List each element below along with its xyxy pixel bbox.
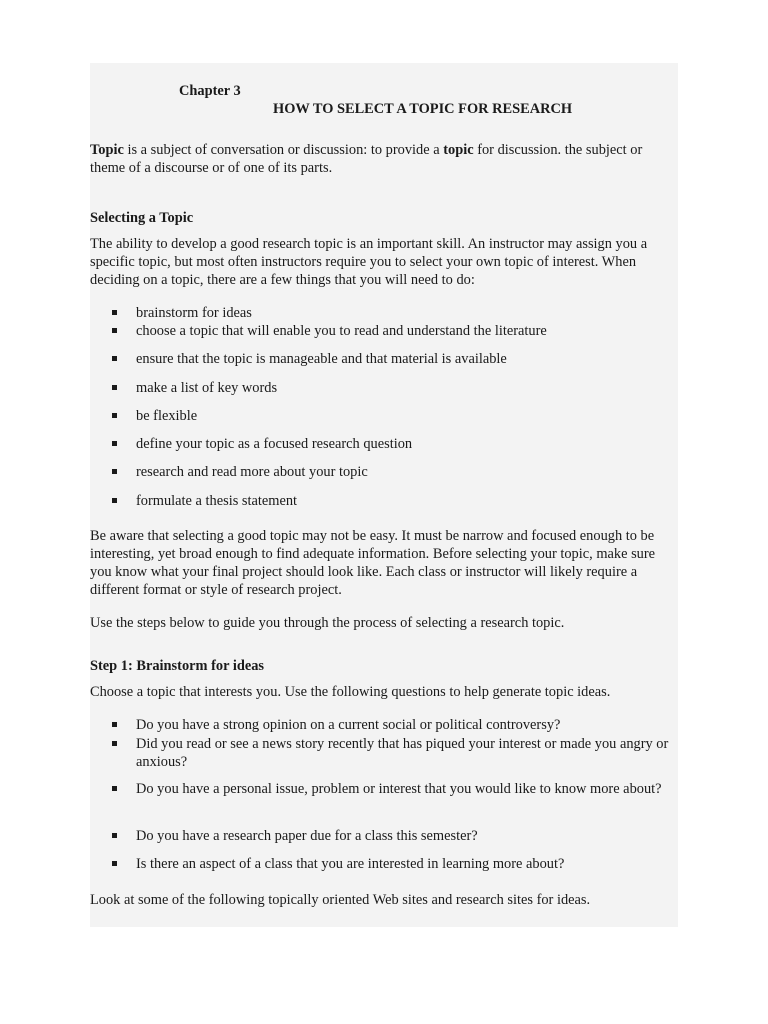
bullet-icon [112, 413, 117, 418]
definition-text-1: is a subject of conversation or discussion: to provide a [123, 142, 444, 158]
list-item-text: Is there an aspect of a class that you are interested in learning more about? [136, 856, 565, 872]
list-item-text: ensure that the topic is manageable and that material is available [136, 351, 507, 367]
list-item-text: formulate a thesis statement [136, 493, 298, 509]
list-item-text: choose a topic that will enable you to read and understand the literature [136, 323, 547, 339]
bullet-icon [112, 786, 117, 791]
list-item-text: brainstorm for ideas [136, 305, 252, 321]
step1-heading: Step 1: Brainstorm for ideas [90, 658, 265, 674]
look-paragraph: Look at some of the following topically oriented Web sites and research sites for ideas. [90, 892, 591, 908]
list-item-text: Do you have a research paper due for a class this semester? [136, 828, 478, 844]
definition-term: Topic [90, 142, 124, 158]
bullet-icon [112, 861, 117, 866]
bullet-icon [112, 741, 117, 746]
bullet-icon [112, 722, 117, 727]
step1-intro-paragraph: Choose a topic that interests you. Use the following questions to help generate topic ideas. [90, 684, 611, 700]
bullet-icon [112, 833, 117, 838]
bullet-icon [112, 498, 117, 503]
definition-term-2: topic [443, 142, 474, 158]
chapter-heading [90, 64, 573, 118]
list-item-text: research and read more about your topic [136, 464, 368, 480]
list-item-text: make a list of key words [136, 380, 278, 396]
list-item-text: Did you read or see a news story recently that has piqued your interest or made you angry or anxious? [136, 736, 669, 770]
selecting-intro-paragraph: The ability to develop a good research topic is an important skill. An instructor may assign you a specific topic, but most often instructors require you to select your own topic of interest. When deciding on a topic, there are a few things that you will need to do: [90, 236, 648, 288]
bullet-icon [112, 356, 117, 361]
be-aware-paragraph: Be aware that selecting a good topic may not be easy. It must be narrow and focused enough to be interesting, yet broad enough to find adequate information. Before selecting your topic, make sure you know what your final project should look like. Each class or instructor will likely require a different format or style of research project. [90, 528, 656, 598]
list-item-text: define your topic as a focused research question [136, 436, 413, 452]
definition-text-2: for discussion. the subject or theme of a discourse or of one of its parts. [90, 142, 643, 176]
bullet-icon [112, 328, 117, 333]
bullet-icon [112, 469, 117, 474]
use-steps-paragraph: Use the steps below to guide you through the process of selecting a research topic. [90, 615, 565, 631]
chapter-number: Chapter 3 [179, 83, 241, 99]
topic-definition [90, 141, 678, 177]
bullet-icon [112, 385, 117, 390]
list-item-text: Do you have a personal issue, problem or interest that you would like to know more about? [136, 781, 662, 797]
bullet-icon [112, 441, 117, 446]
list-item-text: Do you have a strong opinion on a current social or political controversy? [136, 717, 561, 733]
selecting-topic-heading: Selecting a Topic [90, 210, 194, 226]
list-item-text: be flexible [136, 408, 198, 424]
bullet-icon [112, 310, 117, 315]
chapter-title: HOW TO SELECT A TOPIC FOR RESEARCH [273, 101, 573, 117]
